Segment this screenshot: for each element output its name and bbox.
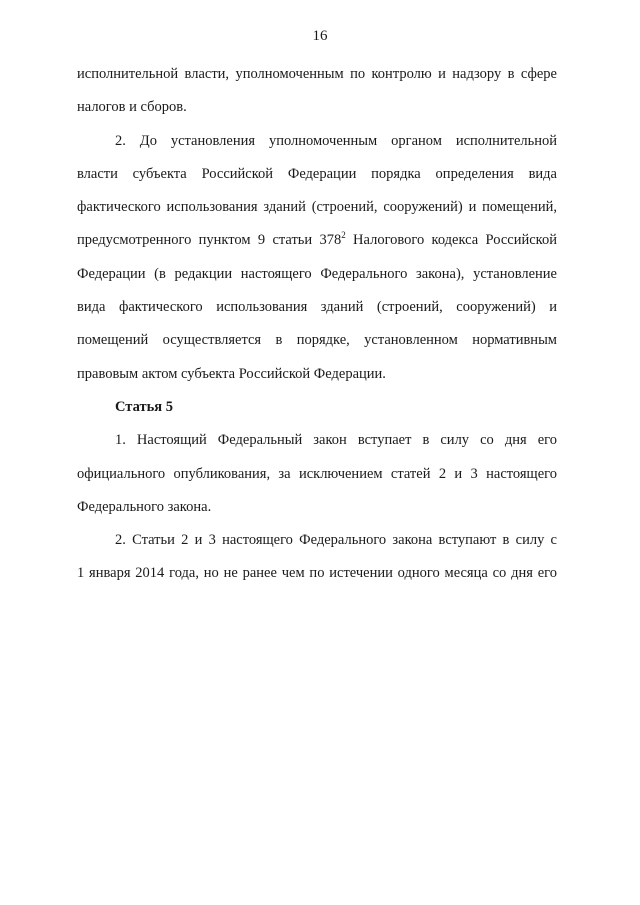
article-5-paragraph-1	[77, 429, 557, 519]
text-line: исполнительной власти, уполномоченным по контролю и надзору в сфере	[77, 66, 557, 82]
text-fragment: Налогового кодекса Российской	[345, 232, 557, 249]
paragraph-2	[77, 130, 557, 386]
text-line: налогов и сборов.	[77, 99, 187, 116]
text-line: 2. До установления уполномоченным органом исполнительной	[115, 132, 557, 149]
document-body	[77, 63, 557, 596]
text-line: правовым актом субъекта Российской Федерации.	[77, 365, 386, 382]
text-line-with-superscript	[77, 229, 557, 252]
text-line: вида фактического использования зданий (строений, сооружений) и	[77, 299, 557, 316]
page-number: 16	[312, 28, 328, 44]
article-5-paragraph-2	[77, 529, 557, 585]
superscript: 2	[341, 230, 346, 241]
text-fragment: предусмотренного пунктом 9 статьи 378	[77, 232, 342, 249]
text-line: фактического использования зданий (строений, сооружений) и помещений,	[77, 199, 557, 216]
text-line: Федерации (в редакции настоящего Федерального закона), установление	[77, 265, 557, 282]
text-line: Федерального закона.	[77, 498, 212, 515]
text-line: помещений осуществляется в порядке, установленном нормативным	[77, 332, 557, 349]
article-heading: Статья 5	[115, 398, 173, 415]
text-line: 2. Статьи 2 и 3 настоящего Федерального закона вступают в силу с	[115, 532, 557, 549]
text-line: 1. Настоящий Федеральный закон вступает в силу со дня его	[115, 432, 557, 449]
paragraph-continuation	[77, 63, 557, 119]
text-line: официального опубликования, за исключением статей 2 и 3 настоящего	[77, 465, 557, 482]
text-line: 1 января 2014 года, но не ранее чем по истечении одного месяца со дня его	[77, 565, 557, 582]
text-line: власти субъекта Российской Федерации порядка определения вида	[77, 165, 557, 182]
